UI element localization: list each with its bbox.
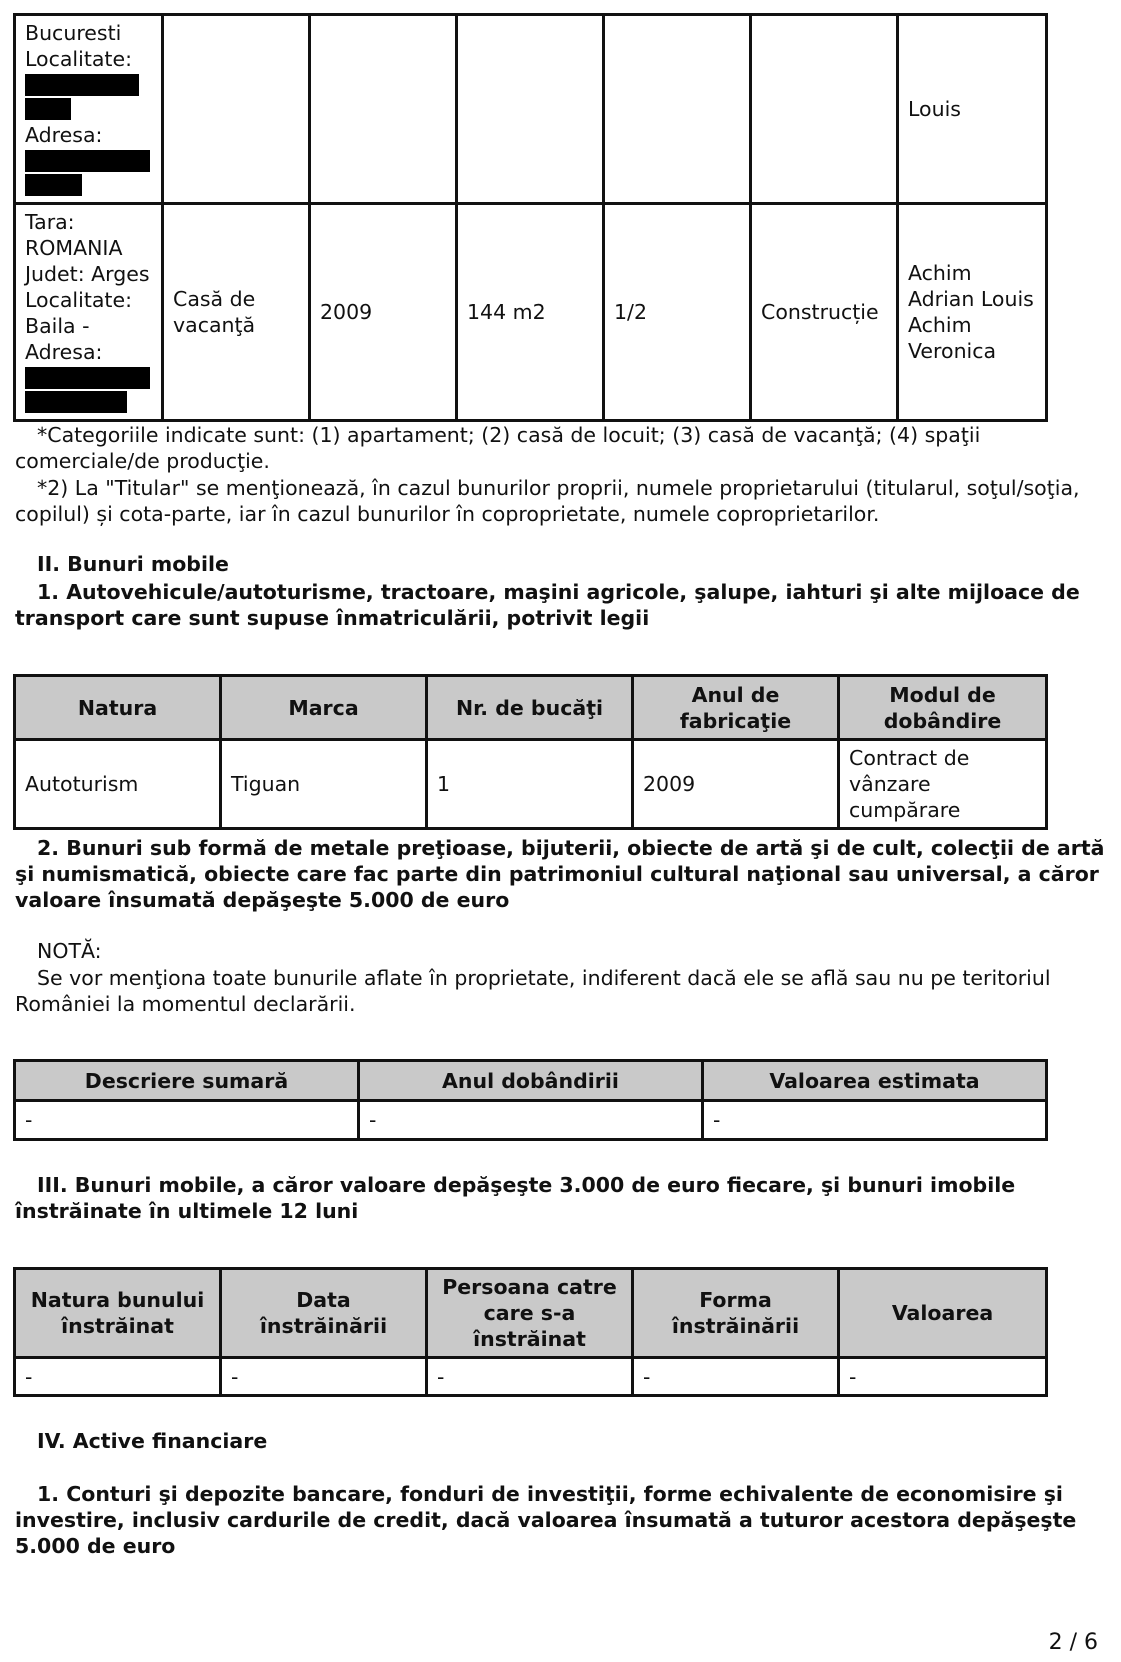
location-cell	[15, 204, 163, 421]
valuables-header-row	[15, 1061, 1047, 1101]
note-categorii	[15, 422, 1111, 474]
table-cell: -	[221, 1358, 427, 1396]
location-cell	[15, 15, 163, 204]
imobile-row-1	[15, 15, 1047, 204]
table-cell: Autoturism	[15, 740, 221, 829]
suprafata-cell: 144 m2	[457, 204, 604, 421]
section-4-sub1	[15, 1481, 1111, 1559]
redaction-bar	[25, 367, 150, 389]
nota-text	[15, 965, 1111, 1017]
col-header-forma: Forma înstrăinării	[633, 1269, 839, 1358]
table-cell: -	[359, 1101, 703, 1140]
table-cell: Contract de vânzare cumpărare	[839, 740, 1047, 829]
col-header-anul-dobandirii: Anul dobândirii	[359, 1061, 703, 1101]
nota-label: NOTĂ:	[37, 939, 102, 963]
location-line: Adresa:	[25, 340, 103, 364]
nota-text-body: Se vor menţiona toate bunurile aflate în proprietate, indiferent dacă ele se află sau nu pe teritoriul României la momentul declarării.	[15, 966, 1051, 1016]
table-cell: 2009	[633, 740, 839, 829]
section-3-title	[15, 1172, 1111, 1224]
col-header-marca: Marca	[221, 676, 427, 740]
section-2-sub1	[15, 579, 1111, 631]
redaction-bar	[25, 150, 150, 172]
adresa-label: Adresa:	[25, 123, 103, 147]
section-4-sub1-text: 1. Conturi şi depozite bancare, fonduri de investiţii, forme echivalente de economisire şi investire, inclusiv cardurile de credit, dacă valoarea însumată a tuturor acestora depăşeşte 5.000 de euro	[15, 1482, 1077, 1558]
vehicles-header-row	[15, 676, 1047, 740]
section-2-sub2	[15, 835, 1111, 913]
table-cell: -	[15, 1358, 221, 1396]
col-header-persoana: Persoana catre care s-a înstrăinat	[427, 1269, 633, 1358]
empty-cell	[751, 15, 898, 204]
redaction-bar	[25, 98, 71, 120]
section-2-sub1-text: 1. Autovehicule/autoturisme, tractoare, maşini agricole, şalupe, iahturi şi alte mijloace de transport care sunt supuse înmatriculării, potrivit legii	[15, 580, 1080, 630]
col-header-natura-bunului: Natura bunului înstrăinat	[15, 1269, 221, 1358]
table-row	[15, 1101, 1047, 1140]
table-cell: -	[633, 1358, 839, 1396]
location-line: ROMANIA	[25, 236, 123, 260]
redaction-bar	[25, 74, 139, 96]
location-line: Judet: Arges	[25, 262, 150, 286]
location-line: Baila -	[25, 314, 90, 338]
vehicles-table	[13, 674, 1048, 830]
table-cell: -	[839, 1358, 1047, 1396]
table-cell: -	[15, 1101, 359, 1140]
empty-cell	[604, 15, 751, 204]
col-header-nr-bucati: Nr. de bucăţi	[427, 676, 633, 740]
empty-cell	[163, 15, 310, 204]
redaction-bar	[25, 174, 82, 196]
modul-cell: Construcție	[751, 204, 898, 421]
section-4-title: IV. Active financiare	[37, 1429, 268, 1453]
imobile-row-2	[15, 204, 1047, 421]
table-cell: -	[703, 1101, 1047, 1140]
col-header-valoarea-estimata: Valoarea estimata	[703, 1061, 1047, 1101]
col-header-data-instrainarii: Data înstrăinării	[221, 1269, 427, 1358]
table-cell: 1	[427, 740, 633, 829]
cota-cell: 1/2	[604, 204, 751, 421]
imobile-table	[13, 13, 1048, 422]
col-header-anul-fabricatie: Anul de fabricaţie	[633, 676, 839, 740]
alienated-table	[13, 1267, 1048, 1397]
table-cell: -	[427, 1358, 633, 1396]
titular-cell: Louis	[898, 15, 1047, 204]
table-row	[15, 740, 1047, 829]
section-2-title: II. Bunuri mobile	[37, 552, 229, 576]
section-3-title-text: III. Bunuri mobile, a căror valoare depăşeşte 3.000 de euro fiecare, şi bunuri imobile înstrăinate în ultimele 12 luni	[15, 1173, 1016, 1223]
alienated-header-row	[15, 1269, 1047, 1358]
table-row	[15, 1358, 1047, 1396]
section-2-sub2-text: 2. Bunuri sub formă de metale preţioase, bijuterii, obiecte de artă şi de cult, colecţii de artă şi numismatică, obiecte care fac parte din patrimoniul cultural naţional sau universal, a căror valoare însumată depăşeşte 5.000 de euro	[15, 836, 1105, 912]
redaction-bar	[25, 391, 127, 413]
location-line: Localitate:	[25, 47, 132, 71]
col-header-modul-dobandire: Modul de dobândire	[839, 676, 1047, 740]
note-categorii-text: *Categoriile indicate sunt: (1) apartament; (2) casă de locuit; (3) casă de vacanţă; (4) spaţii comerciale/de producţie.	[15, 423, 981, 473]
titular-cell: Achim Adrian Louis Achim Veronica	[898, 204, 1047, 421]
empty-cell	[457, 15, 604, 204]
location-line: Localitate:	[25, 288, 132, 312]
col-header-valoarea: Valoarea	[839, 1269, 1047, 1358]
col-header-natura: Natura	[15, 676, 221, 740]
note-titular	[15, 475, 1111, 527]
empty-cell	[310, 15, 457, 204]
page-number: 2 / 6	[1048, 1630, 1098, 1655]
table-cell: Tiguan	[221, 740, 427, 829]
categoria-cell: Casă de vacanţă	[163, 204, 310, 421]
col-header-descriere: Descriere sumară	[15, 1061, 359, 1101]
location-line: Tara:	[25, 210, 75, 234]
valuables-table	[13, 1059, 1048, 1141]
anul-cell: 2009	[310, 204, 457, 421]
location-line: Bucuresti	[25, 21, 122, 45]
note-titular-text: *2) La "Titular" se menţionează, în cazul bunurilor proprii, numele proprietarului (titularul, soţul/soţia, copilul) și cota-parte, iar în cazul bunurilor în coproprietate, numele coproprietarilor.	[15, 476, 1080, 526]
